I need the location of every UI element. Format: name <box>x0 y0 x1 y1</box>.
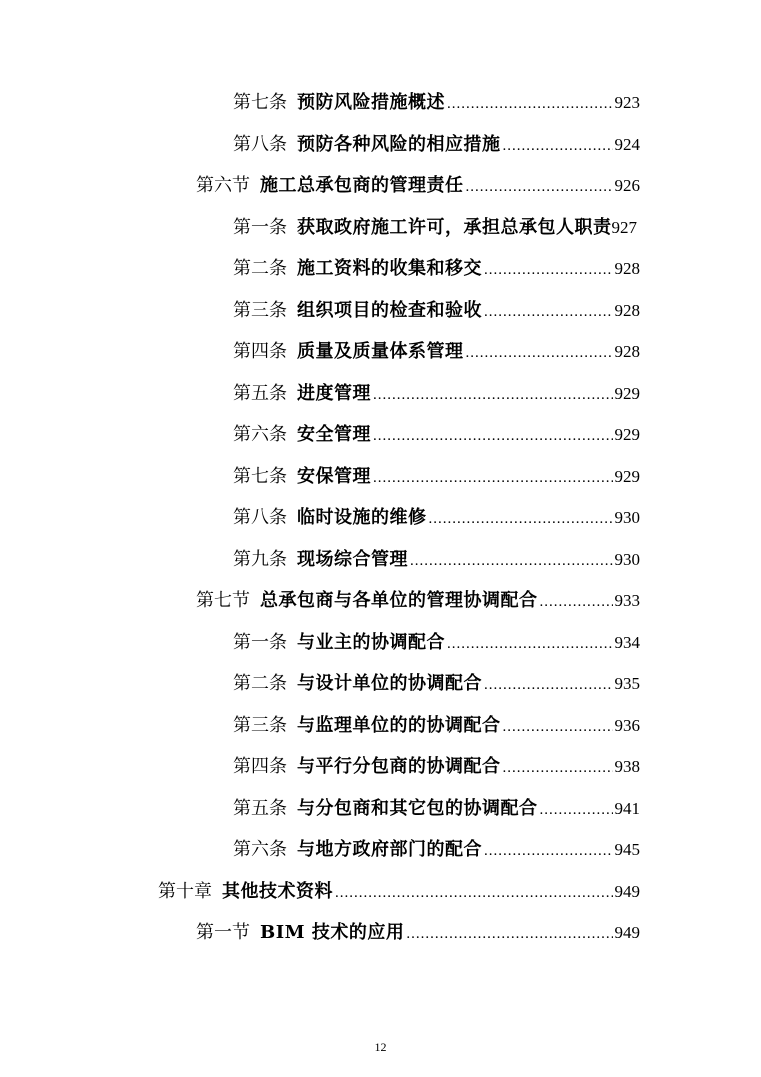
dot-leader <box>447 629 613 659</box>
toc-entry <box>196 586 640 616</box>
toc-entry <box>233 628 640 658</box>
toc-entry-title: 获取政府施工许可，承担总承包人职责 <box>297 216 612 238</box>
toc-entry <box>233 794 640 824</box>
toc-entry <box>233 296 640 326</box>
toc-entry-title: 其他技术资料 <box>222 880 333 902</box>
toc-entry-title: 预防各种风险的相应措施 <box>297 133 501 155</box>
toc-entry-number: 第七条 <box>233 465 287 487</box>
toc-entry-page: 929 <box>614 466 640 486</box>
toc-entry-number: 第五条 <box>233 797 287 819</box>
toc-entry <box>233 130 640 160</box>
toc-entry-number: 第八条 <box>233 507 287 528</box>
toc-entry-number: 第六条 <box>233 424 287 445</box>
dot-leader <box>429 504 613 534</box>
toc-entry-title: 施工总承包商的管理责任 <box>260 175 464 196</box>
dot-leader <box>373 463 613 493</box>
toc-entry-title: 现场综合管理 <box>297 548 408 570</box>
toc-entry <box>233 669 640 699</box>
toc-entry-title: 与设计单位的协调配合 <box>297 673 482 694</box>
toc-entry <box>233 379 640 409</box>
dot-leader <box>503 712 613 742</box>
toc-entry-title: BIM 技术的应用 <box>260 922 405 943</box>
toc-entry-number: 第三条 <box>233 714 287 736</box>
dot-leader <box>484 297 613 327</box>
toc-entry-page: 949 <box>614 923 640 942</box>
dot-leader <box>503 131 613 161</box>
toc-entry-page: 926 <box>614 176 640 195</box>
toc-entry-number: 第四条 <box>233 341 287 362</box>
toc-entry-page: 930 <box>614 508 640 527</box>
dot-leader <box>406 919 612 949</box>
toc-entry <box>233 462 640 492</box>
toc-entry <box>196 918 640 948</box>
toc-entry-number: 第六节 <box>196 175 250 196</box>
toc-entry-title: 与监理单位的的协调配合 <box>297 714 501 736</box>
toc-entry-number: 第八条 <box>233 133 287 155</box>
toc-entry-title: 预防风险措施概述 <box>297 92 445 113</box>
toc-entry <box>196 171 640 201</box>
toc-entry <box>233 711 640 741</box>
dot-leader <box>466 338 613 368</box>
toc-entry-page: 935 <box>614 674 640 693</box>
toc-entry-page: 933 <box>614 591 640 610</box>
toc-entry-page: 928 <box>614 342 640 361</box>
toc-entry <box>233 545 640 575</box>
toc-entry-number: 第一节 <box>196 922 250 943</box>
toc-entry-page: 934 <box>614 632 640 652</box>
toc-entry <box>233 752 640 782</box>
toc-entry-page: 924 <box>614 134 640 154</box>
toc-entry-number: 第一条 <box>233 216 287 238</box>
toc-entry-number: 第七条 <box>233 92 287 113</box>
toc-entry <box>233 835 640 865</box>
toc-entry-title: 安全管理 <box>297 424 371 445</box>
toc-entry-title: 组织项目的检查和验收 <box>297 299 482 321</box>
toc-entry-page: 938 <box>614 757 640 776</box>
dot-leader <box>466 172 613 202</box>
dot-leader <box>410 546 613 576</box>
toc-entry <box>233 420 640 450</box>
toc-entry-number: 第三条 <box>233 299 287 321</box>
toc-entry-page: 923 <box>614 93 640 112</box>
dot-leader <box>540 795 613 825</box>
toc-entry-number: 第二条 <box>233 258 287 279</box>
toc-entry-page: 927 <box>611 217 637 237</box>
toc-entry <box>158 877 640 907</box>
toc-entry-page: 941 <box>614 798 640 818</box>
page-number: 12 <box>374 1040 387 1054</box>
toc-entry <box>233 213 640 243</box>
toc-entry-page: 929 <box>614 383 640 403</box>
toc-entry-number: 第一条 <box>233 631 287 653</box>
toc-entry-page: 949 <box>614 881 640 901</box>
toc-entry-title: 与业主的协调配合 <box>297 631 445 653</box>
toc-entry-page: 936 <box>614 715 640 735</box>
toc-entry-number: 第十章 <box>158 880 212 902</box>
toc-entry-number: 第二条 <box>233 673 287 694</box>
toc-entry-title: 与分包商和其它包的协调配合 <box>297 797 538 819</box>
dot-leader <box>540 587 613 617</box>
dot-leader <box>373 380 613 410</box>
dot-leader <box>447 89 613 119</box>
toc-entry-title: 总承包商与各单位的管理协调配合 <box>260 590 538 611</box>
dot-leader <box>484 255 613 285</box>
toc-entry <box>233 88 640 118</box>
dot-leader <box>484 670 613 700</box>
toc-entry-page: 945 <box>614 840 640 859</box>
toc-entry-page: 928 <box>614 259 640 278</box>
toc-entry <box>233 337 640 367</box>
toc-entry-title: 临时设施的维修 <box>297 507 427 528</box>
dot-leader <box>373 421 613 451</box>
toc-entry-title: 进度管理 <box>297 382 371 404</box>
toc-entry-number: 第四条 <box>233 756 287 777</box>
toc-entry-title: 质量及质量体系管理 <box>297 341 464 362</box>
toc-entry <box>233 503 640 533</box>
dot-leader <box>503 753 613 783</box>
toc-entry-number: 第九条 <box>233 548 287 570</box>
toc-entry-number: 第六条 <box>233 839 287 860</box>
toc-entry-number: 第七节 <box>196 590 250 611</box>
toc-entry-title: 与地方政府部门的配合 <box>297 839 482 860</box>
toc-entry-title: 安保管理 <box>297 465 371 487</box>
toc-entry-page: 928 <box>614 300 640 320</box>
toc-entry-number: 第五条 <box>233 382 287 404</box>
dot-leader <box>335 878 613 908</box>
toc-entry <box>233 254 640 284</box>
toc-entry-title: 施工资料的收集和移交 <box>297 258 482 279</box>
toc-entry-page: 929 <box>614 425 640 444</box>
dot-leader <box>484 836 613 866</box>
toc-entry-title: 与平行分包商的协调配合 <box>297 756 501 777</box>
toc-entry-page: 930 <box>614 549 640 569</box>
